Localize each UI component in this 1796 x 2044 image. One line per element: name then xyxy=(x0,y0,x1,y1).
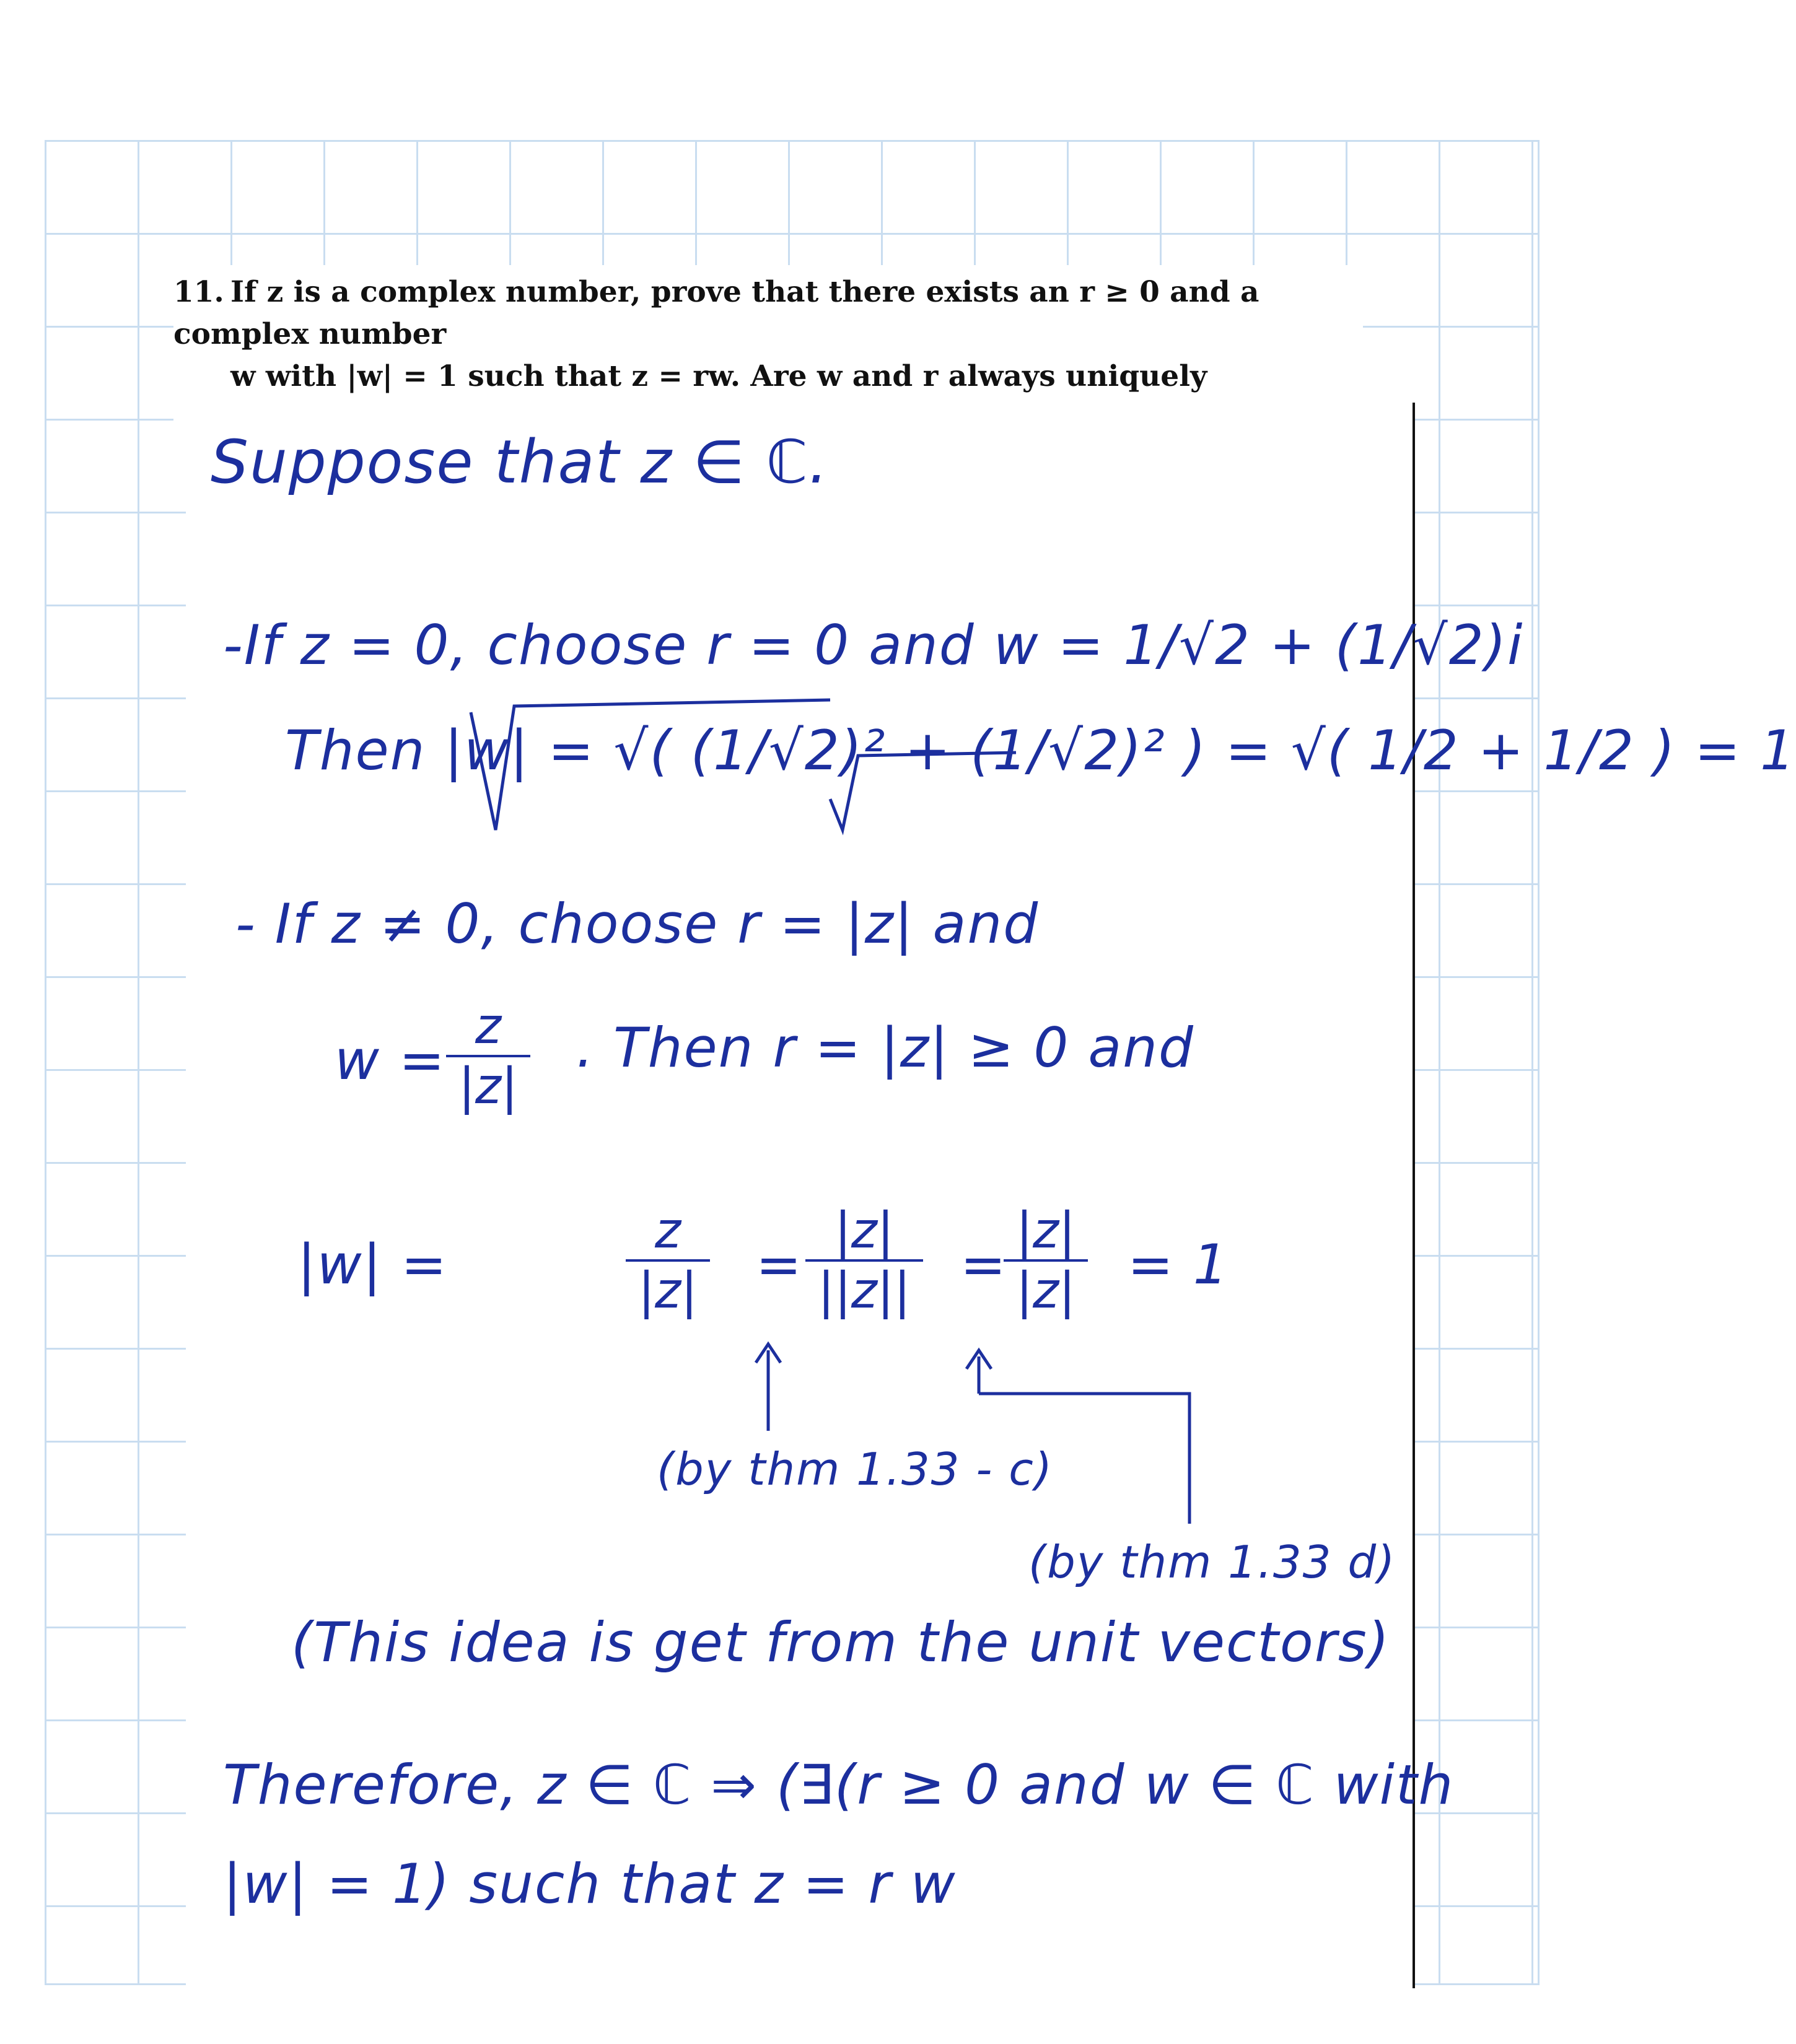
case-nonzero-line: - If z ≠ 0, choose r = |z| and xyxy=(235,892,1040,956)
abs-w-fraction-3-numerator: |z| xyxy=(1004,1202,1088,1262)
note-thm-c: (by thm 1.33 - c) xyxy=(657,1443,1053,1495)
suppose-line: Suppose that z ∈ ℂ. xyxy=(211,427,830,497)
sqrt-sign-1 xyxy=(471,700,830,830)
w-definition-denominator: |z| xyxy=(458,1057,518,1115)
abs-w-fraction-1-denominator: |z| xyxy=(638,1262,698,1319)
w-definition-label: w = xyxy=(335,1028,446,1092)
problem-line-2: w with |w| = 1 such that z = rw. Are w and r always uniquely xyxy=(230,359,1207,393)
idea-line: (This idea is get from the unit vectors) xyxy=(291,1610,1391,1674)
then-r-line: . Then r = |z| ≥ 0 and xyxy=(576,1016,1194,1080)
abs-w-result: = 1 xyxy=(1128,1233,1229,1296)
abs-w-fraction-3-denominator: |z| xyxy=(1016,1262,1075,1319)
case-zero-then-line: Then |w| = √( (1/√2)² + (1/√2)² ) = √( 1/2 + 1/2 ) = 1 xyxy=(285,718,1796,782)
problem-text-1: If z is a complex number, prove that there exists an r ≥ 0 and a complex number xyxy=(173,275,1259,351)
problem-number: 11. xyxy=(173,275,224,309)
abs-w-equals-2: = xyxy=(960,1233,1007,1296)
therefore-line-2: |w| = 1) such that z = r w xyxy=(223,1852,957,1916)
case-zero-line: -If z = 0, choose r = 0 and w = 1/√2 + (1/√2)i xyxy=(223,613,1524,677)
w-definition-numerator: z xyxy=(446,997,530,1057)
note-thm-d: (by thm 1.33 d) xyxy=(1028,1536,1396,1588)
abs-w-fraction-1-numerator: z xyxy=(626,1202,710,1262)
abs-w-label: |w| = xyxy=(297,1233,448,1296)
sqrt-sign-2 xyxy=(830,753,1016,830)
abs-w-fraction-2-denominator: ||z|| xyxy=(818,1262,911,1319)
abs-w-fraction-2-numerator: |z| xyxy=(805,1202,923,1262)
therefore-line-1: Therefore, z ∈ ℂ ⇒ (∃(r ≥ 0 and w ∈ ℂ with xyxy=(223,1753,1455,1817)
abs-w-equals-1: = xyxy=(756,1233,803,1296)
